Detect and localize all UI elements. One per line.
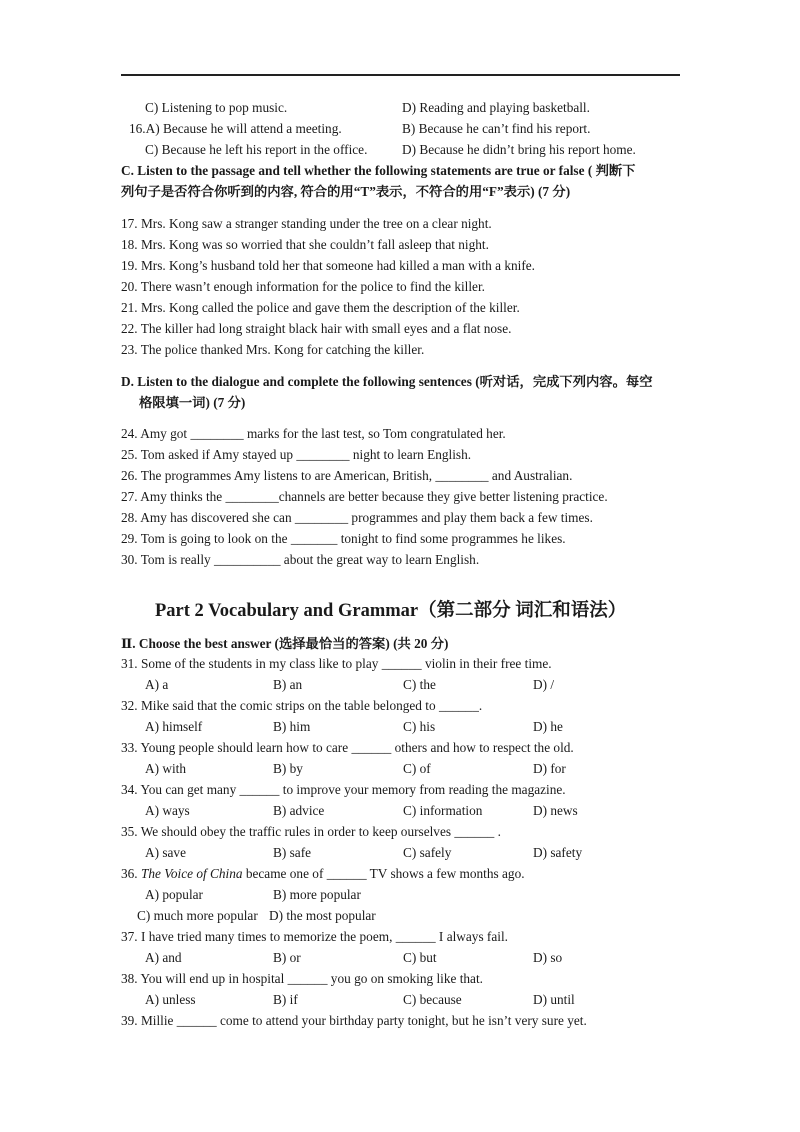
sentence-29: 29. Tom is going to look on the _______ tonight to find some programmes he likes. [121, 531, 566, 546]
section-d-heading-cont: 格限填一词) (7 分) [139, 395, 246, 410]
q37-option-b: B) or [273, 950, 301, 965]
question-32: 32. Mike said that the comic strips on the table belonged to ______. [121, 698, 483, 713]
statement-23: 23. The police thanked Mrs. Kong for catching the killer. [121, 342, 425, 357]
q31-option-a: A) a [145, 677, 169, 692]
question-31: 31. Some of the students in my class like to play ______ violin in their free time. [121, 656, 552, 671]
q38-option-d: D) until [533, 992, 575, 1007]
q15-option-d: D) Reading and playing basketball. [402, 100, 590, 115]
statement-22: 22. The killer had long straight black hair with small eyes and a flat nose. [121, 321, 512, 336]
q36-show-title: The Voice of China [140, 866, 243, 881]
q35-option-a: A) save [145, 845, 186, 860]
q34-option-c: C) information [403, 803, 483, 818]
q36-option-d: D) the most popular [269, 908, 376, 923]
sentence-26: 26. The programmes Amy listens to are American, British, ________ and Australian. [121, 468, 573, 483]
q36-option-a: A) popular [145, 887, 203, 902]
section-ii-heading: Ⅱ. Choose the best answer (选择最恰当的答案) (共 20 分) [121, 636, 449, 651]
section-d-heading: D. Listen to the dialogue and complete the following sentences (听对话，完成下列内容。每空 [121, 374, 653, 389]
sentence-25: 25. Tom asked if Amy stayed up ________ night to learn English. [121, 447, 472, 462]
q35-option-b: B) safe [273, 845, 312, 860]
q34-option-d: D) news [533, 803, 578, 818]
question-33: 33. Young people should learn how to care ______ others and how to respect the old. [121, 740, 574, 755]
section-c-heading: C. Listen to the passage and tell whether the following statements are true or false ( 判断下 [121, 163, 636, 178]
question-39: 39. Millie ______ come to attend your birthday party tonight, but he isn’t very sure yet. [121, 1013, 587, 1028]
q16-option-c: C) Because he left his report in the office. [145, 142, 368, 157]
q37-option-c: C) but [403, 950, 437, 965]
q16-option-b: B) Because he can’t find his report. [402, 121, 591, 136]
q38-option-c: C) because [403, 992, 462, 1007]
q34-option-b: B) advice [273, 803, 325, 818]
q33-option-a: A) with [145, 761, 186, 776]
q31-option-d: D) / [533, 677, 555, 692]
question-37: 37. I have tried many times to memorize the poem, ______ I always fail. [121, 929, 508, 944]
q36-number: 36. [121, 866, 138, 881]
q32-option-d: D) he [533, 719, 563, 734]
section-c-heading-cont: 列句子是否符合你听到的内容, 符合的用“T”表示，不符合的用“F”表示) (7 分) [121, 184, 571, 199]
q16-option-d: D) Because he didn’t bring his report home. [402, 142, 636, 157]
q31-option-b: B) an [273, 677, 303, 692]
sentence-30: 30. Tom is really __________ about the great way to learn English. [121, 552, 480, 567]
statement-20: 20. There wasn’t enough information for the police to find the killer. [121, 279, 485, 294]
q35-option-c: C) safely [403, 845, 452, 860]
q31-option-c: C) the [403, 677, 436, 692]
header-rule [121, 74, 680, 76]
q36-option-c: C) much more popular [137, 908, 258, 923]
question-38: 38. You will end up in hospital ______ you go on smoking like that. [121, 971, 483, 986]
sentence-28: 28. Amy has discovered she can ________ programmes and play them back a few times. [121, 510, 593, 525]
statement-19: 19. Mrs. Kong’s husband told her that someone had killed a man with a knife. [121, 258, 535, 273]
question-36 [121, 866, 525, 882]
statement-18: 18. Mrs. Kong was so worried that she couldn’t fall asleep that night. [121, 237, 489, 252]
statement-17: 17. Mrs. Kong saw a stranger standing under the tree on a clear night. [121, 216, 492, 231]
q15-option-c: C) Listening to pop music. [145, 100, 288, 115]
question-35: 35. We should obey the traffic rules in order to keep ourselves ______ . [121, 824, 501, 839]
q36-option-b: B) more popular [273, 887, 361, 902]
q33-option-c: C) of [403, 761, 431, 776]
q32-option-a: A) himself [145, 719, 203, 734]
q37-option-d: D) so [533, 950, 563, 965]
q32-option-b: B) him [273, 719, 311, 734]
sentence-27: 27. Amy thinks the ________channels are better because they give better listening practice. [121, 489, 608, 504]
q34-option-a: A) ways [145, 803, 190, 818]
statement-21: 21. Mrs. Kong called the police and gave them the description of the killer. [121, 300, 520, 315]
q16-option-a: 16.A) Because he will attend a meeting. [129, 121, 342, 136]
sentence-24: 24. Amy got ________ marks for the last test, so Tom congratulated her. [121, 426, 506, 441]
part2-title: Part 2 Vocabulary and Grammar（第二部分 词汇和语法） [155, 601, 627, 621]
q32-option-c: C) his [403, 719, 436, 734]
q33-option-d: D) for [533, 761, 566, 776]
q38-option-b: B) if [273, 992, 298, 1007]
q38-option-a: A) unless [145, 992, 196, 1007]
q33-option-b: B) by [273, 761, 303, 776]
q37-option-a: A) and [145, 950, 182, 965]
q36-stem-rest: became one of ______ TV shows a few months ago. [245, 866, 525, 881]
q35-option-d: D) safety [533, 845, 583, 860]
question-34: 34. You can get many ______ to improve your memory from reading the magazine. [121, 782, 566, 797]
